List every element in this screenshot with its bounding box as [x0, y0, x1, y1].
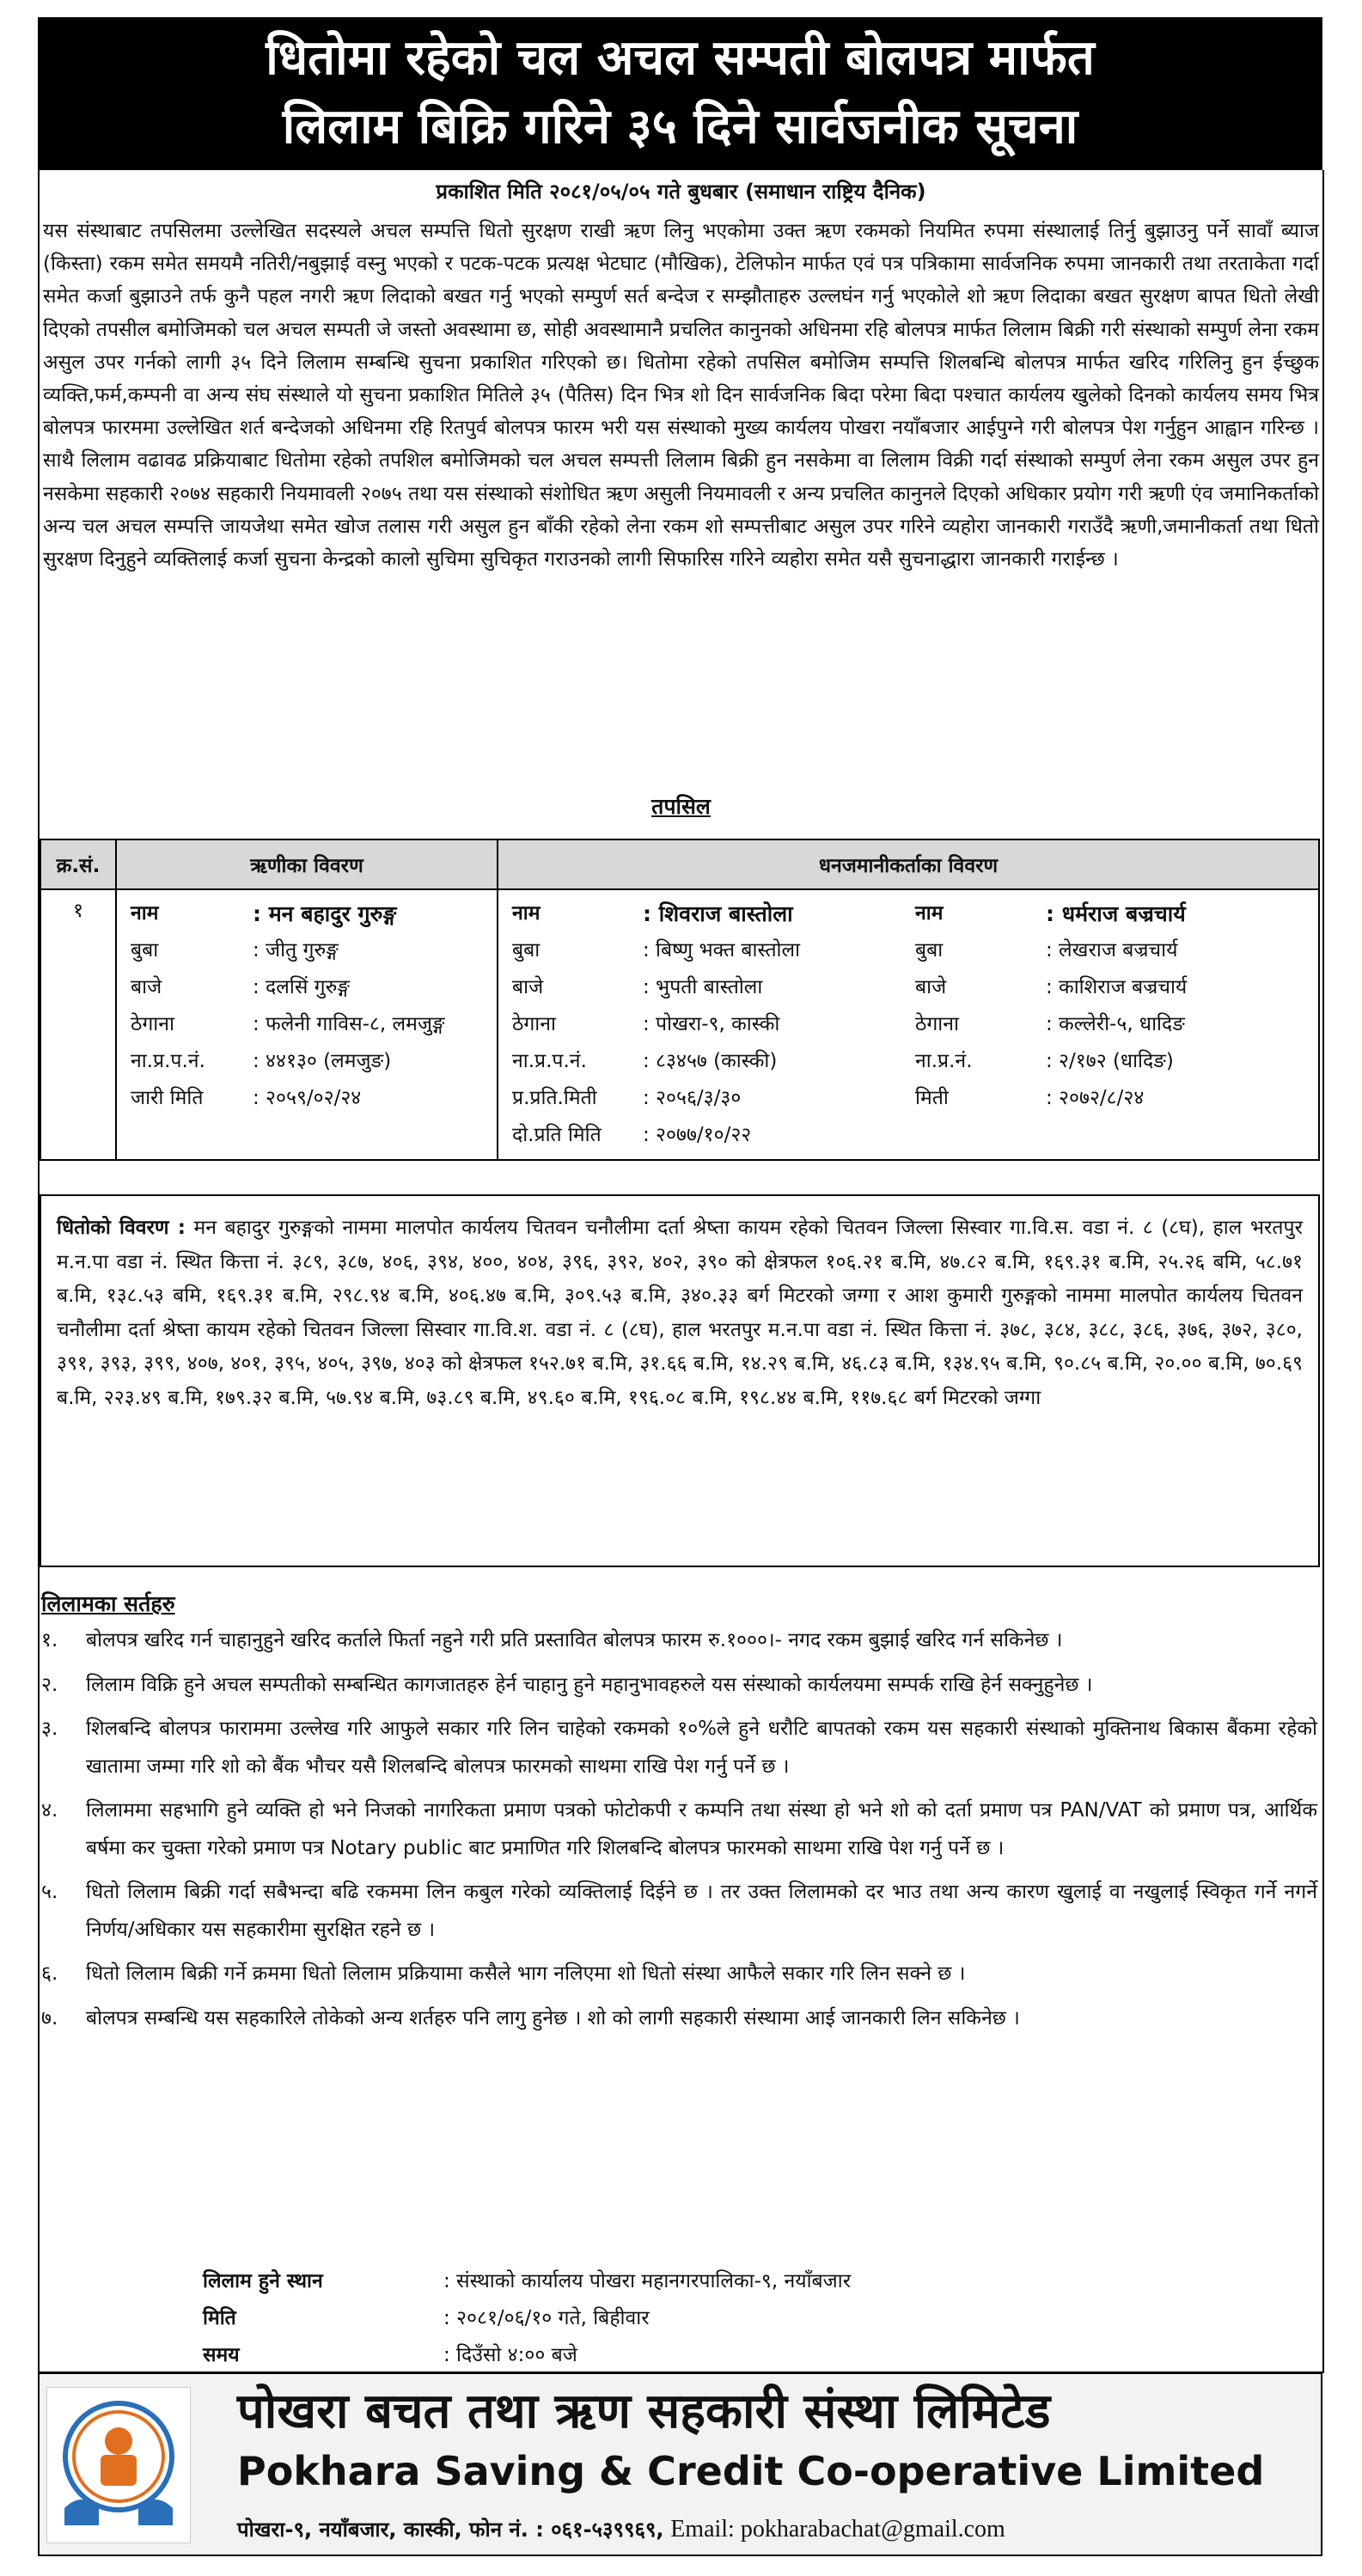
borrower-field-value: : ४४१३० (लमजुङ) — [253, 1050, 392, 1072]
published-date: प्रकाशित मिति २०८१/०५/०५ गते बुधबार (समाधान राष्ट्रिय दैनिक) — [436, 180, 926, 204]
org-name-nepali: पोखरा बचत तथा ऋण सहकारी संस्था लिमिटेड — [237, 2384, 1051, 2439]
conditions-title: लिलामका सर्तहरु — [41, 1591, 175, 1616]
guarantor-2-grid — [908, 895, 1311, 1117]
borrower-field-label: जारी मिति — [131, 1087, 204, 1109]
collateral-text: मन बहादुर गुरुङ्गको नाममा मालपोत कार्यलय चितवन चनौलीमा दर्ता श्रेष्ता कायम रहेको चितवन जिल्ला सिस्वार गा.वि.स. वडा नं. ८ (८घ), हाल भरतपुर म.न.पा वडा नं. स्थित कित्ता नं. ३८९, ३८७, ४०६, ३९४, ४००, ४०४, ३९६, ३९२, ४०२, ३९० को क्षेत्रफल १०६.२१ ब.मि, ४७.८२ ब.मि, १६९.३१ ब.मि, २५.२६ बमि, ५८.७१ ब.मि, १३८.५३ बमि, १६९.३१ ब.मि, २९८.९४ ब.मि, ४०६.४७ ब.मि, ३०९.५३ ब.मि, ३४०.३३ बर्ग मिटरको जग्गा र आश कुमारी गुरुङ्गको नाममा मालपोत कार्यलय चितवन चनौलीमा दर्ता श्रेष्ता कायम रहेको चितवन जिल्ला सिस्वार गा.वि.श. वडा नं. ८ (८घ), हाल भरतपुर म.न.पा वडा नं. स्थित कित्ता नं. ३७८, ३८४, ३८८, ३८६, ३७६, ३७२, ३८०, ३९१, ३९३, ३९९, ४०७, ४०१, ३९५, ४०५, ३९७, ४०३ को क्षेत्रफल १५२.७१ ब.मि, ३१.६६ ब.मि, १४.२९ ब.मि, ४६.८३ ब.मि, १३४.९५ ब.मि, ९०.८५ ब.मि, २०.०० ब.मि, ७०.६९ ब.मि, २२३.४९ ब.मि, १७९.३२ ब.मि, ५७.९४ ब.मि, ७३.८९ ब.मि, ४९.६० ब.मि, १९६.०८ ब.मि, १९८.४४ ब.मि, ११७.६८ बर्ग मिटरको जग्गा — [57, 1217, 1303, 1409]
borrower-field-label: बुबा — [131, 939, 159, 961]
borrower-header: ऋणीका विवरण — [116, 839, 498, 889]
guarantor-header: धनजमानीकर्ताका विवरण — [498, 839, 1319, 889]
guarantor-1-field-label: प्र.प्रति.मिती — [512, 1087, 597, 1109]
org-logo-emblem-icon — [47, 2388, 190, 2542]
condition-number: १. — [41, 1629, 58, 1651]
org-contact — [237, 2512, 1005, 2548]
parties-table — [40, 839, 1320, 1161]
serial-number: १ — [40, 889, 116, 1160]
condition-text: धितो लिलाम बिक्री गर्दा सबैभन्दा बढि रकममा लिन कबुल गरेको व्यक्तिलाई दिईने छ । तर उक्त लिलामको दर भाउ तथा अन्य कारण खुलाई वा नखुलाई स्विकृत गर्ने नगर्ने निर्णय/अधिकार यस सहकारीमा सुरक्षित रहने छ । — [86, 1881, 1317, 1941]
borrower-field-value: : जीतु गुरुङ्ग — [253, 939, 339, 961]
header-line-2: लिलाम बिक्रि गरिने ३५ दिने सार्वजनीक सूचना — [282, 99, 1078, 155]
venue-time-label: समय — [203, 2344, 240, 2366]
guarantor-2-field-label: मिती — [915, 1087, 949, 1109]
table-header-row — [40, 839, 1319, 889]
condition-text: लिलाम विक्रि हुने अचल सम्पतीको सम्बन्धित कागजातहरु हेर्न चाहानु हुने महानुभावहरुले यस संस्थाको कार्यलयमा सम्पर्क राखि हेर्न सक्नुहुनेछ । — [86, 1673, 1093, 1696]
guarantor-2-field-value: : धर्मराज बज्रचार्य — [1046, 901, 1186, 926]
condition-text: धितो लिलाम बिक्री गर्ने क्रममा धितो लिलाम प्रक्रियामा कसैले भाग नलिएमा शो धितो संस्था आफैले सकार गरि लिन सक्ने छ । — [86, 1963, 966, 1985]
condition-number: २. — [41, 1673, 58, 1696]
borrower-field-value: : २०५९/०२/२४ — [253, 1087, 362, 1109]
guarantor-2-field-value: : काशिराज बज्रचार्य — [1046, 976, 1188, 998]
condition-item — [41, 1667, 1317, 1705]
borrower-field-value: : दलसिं गुरुङ्ग — [253, 976, 350, 998]
guarantor-2-field-label: बुबा — [915, 939, 944, 961]
guarantor-1-field-value: : ८३४५७ (कास्की) — [643, 1050, 778, 1072]
collateral-details — [40, 1194, 1320, 1567]
borrower-field-value: : मन बहादुर गुरुङ्ग — [253, 901, 397, 926]
org-logo — [46, 2387, 191, 2543]
guarantor-2-field-value: : २/१७२ (धादिङ) — [1046, 1050, 1174, 1072]
collateral-label: धितोको विवरण : — [57, 1217, 186, 1239]
org-name-english: Pokhara Saving & Credit Co-operative Limited — [237, 2448, 1265, 2494]
condition-text: बोलपत्र सम्बन्धि यस सहकारिले तोकेको अन्य शर्तहरु पनि लागु हुनेछ । शो को लागी सहकारी संस्थामा आई जानकारी लिन सकिनेछ । — [86, 2006, 1020, 2030]
condition-item — [41, 1711, 1317, 1785]
org-address: पोखरा-९, नयाँबजार, कास्की, फोन नं. : ०६१-५३९९६९, — [237, 2518, 664, 2542]
condition-item — [41, 1622, 1317, 1660]
condition-item — [41, 1956, 1317, 1993]
guarantor-2-field-value: : कल्लेरी-५, धादिङ — [1046, 1013, 1185, 1035]
condition-number: ४. — [41, 1799, 58, 1822]
condition-number: ६. — [41, 1963, 58, 1985]
condition-text: लिलाममा सहभागि हुने व्यक्ति हो भने निजको नागरिकता प्रमाण पत्रको फोटोकपी र कम्पनि तथा संस्था हो भने शो को दर्ता प्रमाण पत्र PAN/VAT को प्रमाण पत्र, आर्थिक बर्षमा कर चुक्ता गरेको प्रमाण पत्र Notary public बाट प्रमाणित गरि शिलबन्दि बोलपत्र फारमको साथमा राखि पेश गर्नु पर्ने छ । — [86, 1799, 1317, 1859]
borrower-field-label: बाजे — [131, 976, 162, 998]
venue-time-value: : दिउँसो ४:०० बजे — [443, 2344, 577, 2366]
intro-paragraph: यस संस्थाबाट तपसिलमा उल्लेखित सदस्यले अचल सम्पत्ति धितो सुरक्षण राखी ऋण लिनु भएकोमा उक्त ऋण रकमको नियमित रुपमा संस्थालाई तिर्नु बुझाउनु पर्ने सावाँ ब्याज (किस्ता) रकम समेत समयमै नतिरी/नबुझाई वस्नु भएको र पटक-पटक प्रत्यक्ष भेटघाट (मौखिक), टेलिफोन मार्फत एवं पत्र पत्रिकामा सार्वजनिक रुपमा जानकारी तथा तरताकेता गर्दा समेत कर्जा बुझाउने तर्फ कुनै पहल नगरी ऋण लिदाको बखत गर्नु भएको सम्पुर्ण सर्त बन्देज र सम्झौताहरु उल्लघंन गर्नु भएकोले शो ऋण लिदाका बखत सुरक्षण बापत धितो लेखी दिएको तपसील बमोजिमको चल अचल सम्पती जे जस्तो अवस्थामा छ, सोही अवस्थामानै प्रचलित कानुनको अधिनमा रहि बोलपत्र मार्फत लिलाम बिक्री गरी संस्थाको सम्पुर्ण लेना रकम असुल उपर गर्नको लागी ३५ दिने लिलाम सम्बन्धि सुचना प्रकाशित गरिएको छ। धितोमा रहेको तपसिल बमोजिम सम्पत्ति शिलबन्धि बोलपत्र मार्फत खरिद गरिलिनु हुन ईच्छुक व्यक्ति,फर्म,कम्पनी वा अन्य संघ संस्थाले यो सुचना प्रकाशित मितिले ३५ (पैतिस) दिन भित्र शो दिन सार्वजनिक बिदा परेमा बिदा पश्चात कार्यलय खुलेको दिनको कार्यलय समय भित्र बोलपत्र फारममा उल्लेखित शर्त बन्देजको अधिनमा रहि रितपुर्व बोलपत्र फारम भरी यस संस्थाको मुख्य कार्यलय पोखरा नयाँबजार आईपुग्ने गरी बोलपत्र पेश गर्नुहुन आह्वान गरिन्छ । साथै लिलाम वढावढ प्रक्रियाबाट धितोमा रहेको तपशिल बमोजिमको चल अचल सम्पत्ती लिलाम बिक्री हुन नसकेमा वा लिलाम विक्री गर्दा संस्थाको सम्पुर्ण लेना रकम असुल उपर हुन नसकेमा सहकारी २०७४ सहकारी नियमावली २०७५ तथा यस संस्थाको संशोधित ऋण असुली नियमावली र अन्य प्रचलित कानुनले दिएको अधिकार प्रयोग गरी ऋणी एंव जमानिकर्ताको अन्य चल अचल सम्पत्ति जायजेथा समेत खोज तलास गरी असुल हुन बाँकी रहेको लेना रकम शो सम्पत्तीबाट असुल उपर गरिने व्यहोरा जानकारी गराउँदै ऋणी,जमानीकर्ता तथा धितो सुरक्षण दिनुहुने व्यक्तिलाई कर्जा सुचना केन्द्रको कालो सुचिमा सुचिकृत गराउनको लागी सिफारिस गरिने व्यहोरा समेत यसै सुचनाद्धारा जानकारी गराईन्छ । — [43, 220, 1319, 571]
guarantor-1-field-label: ना.प्र.प.नं. — [512, 1050, 587, 1072]
borrower-field-value: : फलेनी गाविस-८, लमजुङ्ग — [253, 1013, 445, 1035]
borrower-grid — [124, 895, 490, 1117]
guarantor-1-field-label: बुबा — [512, 939, 541, 961]
borrower-field-label: नाम — [131, 902, 159, 925]
guarantor-1-field-value: : २०७७/१०/२२ — [643, 1124, 752, 1146]
table-row — [40, 889, 1319, 1160]
guarantor-1-field-value: : २०५६/३/३० — [643, 1087, 742, 1109]
condition-item — [41, 1874, 1317, 1949]
condition-text: शिलबन्दि बोलपत्र फाराममा उल्लेख गरि आफुले सकार गरि लिन चाहेको रकमको १०%ले हुने धरौटि बापतको रकम यस सहकारी संस्थाको मुक्तिनाथ बिकास बैंकमा रहेको खातामा जम्मा गरि शो को बैंक भौचर यसै शिलबन्दि बोलपत्र फारमको साथमा राखि पेश गर्नु पर्ने छ । — [86, 1718, 1317, 1778]
condition-text: बोलपत्र खरिद गर्न चाहानुहुने खरिद कर्ताले फिर्ता नहुने गरी प्रति प्रस्तावित बोलपत्र फारम रु.१०००।- नगद रकम बुझाई खरिद गर्न सकिनेछ । — [86, 1629, 1063, 1651]
header-line-1: धितोमा रहेको चल अचल सम्पती बोलपत्र मार्फत — [266, 30, 1095, 86]
borrower-field-label: ना.प्र.प.नं. — [131, 1050, 205, 1072]
condition-item — [41, 1792, 1317, 1867]
guarantor-1-field-label: दो.प्रति मिति — [512, 1124, 602, 1146]
guarantor-1-field-label: नाम — [512, 902, 541, 925]
org-email: Email: pokharabachat@gmail.com — [670, 2516, 1005, 2542]
guarantor-2-field-label: नाम — [915, 902, 944, 925]
guarantor-1-field-value: : पोखरा-९, कास्की — [643, 1013, 780, 1035]
guarantor-2-field-value: : लेखराज बज्रचार्य — [1046, 939, 1178, 961]
guarantor-1-field-value: : बिष्णु भक्त बास्तोला — [643, 939, 801, 961]
venue-date-label: मिति — [203, 2307, 236, 2329]
borrower-details — [116, 889, 498, 1160]
condition-number: ३. — [41, 1718, 58, 1740]
guarantor-2-field-label: ना.प्र.नं. — [915, 1050, 973, 1072]
venue-place-label: लिलाम हुने स्थान — [203, 2270, 323, 2292]
conditions-list — [41, 1622, 1317, 2044]
borrower-field-label: ठेगाना — [131, 1013, 174, 1035]
venue-place-value: : संस्थाको कार्यालय पोखरा महानगरपालिका-९, नयाँबजार — [443, 2270, 852, 2292]
guarantor-2-field-label: ठेगाना — [915, 1013, 959, 1035]
tapasil-title: तपसिल — [651, 794, 711, 819]
auction-venue — [203, 2263, 851, 2374]
guarantor-2-field-value: : २०७२/८/२४ — [1046, 1087, 1145, 1109]
notice-header — [38, 17, 1322, 170]
guarantor-2-field-label: बाजे — [915, 976, 947, 998]
guarantor-1-field-label: ठेगाना — [512, 1013, 556, 1035]
org-footer — [38, 2372, 1322, 2556]
serial-header: क्र.सं. — [40, 839, 116, 889]
condition-number: ५. — [41, 1881, 58, 1903]
guarantor-1-grid — [505, 895, 908, 1154]
condition-number: ७. — [41, 2006, 58, 2030]
guarantor-1-field-value: : भुपती बास्तोला — [643, 976, 763, 998]
guarantor-1-field-value: : शिवराज बास्तोला — [643, 901, 793, 926]
venue-date-value: : २०८१/०६/१० गते, बिहीवार — [443, 2307, 650, 2329]
condition-item — [41, 2000, 1317, 2038]
guarantor-details — [498, 889, 1319, 1160]
guarantor-1-field-label: बाजे — [512, 976, 544, 998]
